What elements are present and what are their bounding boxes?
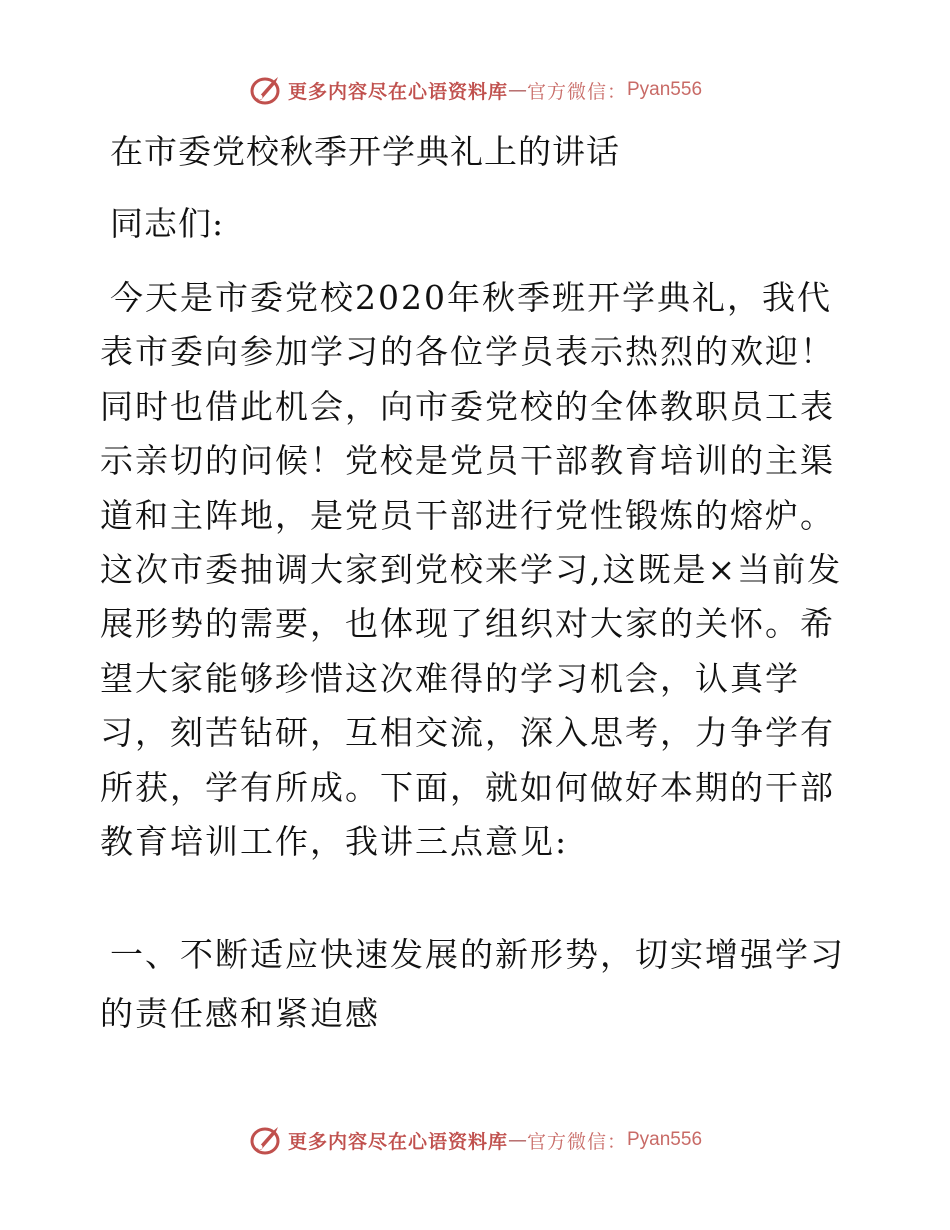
quill-logo-icon — [248, 73, 284, 107]
watermark-account-id: Pyan556 — [627, 1129, 703, 1150]
salutation: 同志们: — [110, 204, 225, 243]
quill-logo-icon — [248, 1123, 284, 1157]
watermark-main-text: 更多内容尽在心语资料库 — [287, 1130, 508, 1153]
body-paragraph: 今天是市委党校2020年秋季班开学典礼，我代表市委向参加学习的各位学员表示热烈的欢迎！同时也借此机会，向市委党校的全体教职员工表示亲切的问候！党校是党员干部教育培训的主渠道和主阵地，是党员干部进行党性锻炼的熔炉。这次市委抽调大家到党校来学习,这既是×当前发展形势的需要，也体现了组织对大家的关怀。希望大家能够珍惜这次难得的学习机会，认真学习，刻苦钻研，互相交流，深入思考，力争学有所获，学有所成。下面，就如何做好本期的干部教育培训工作，我讲三点意见: — [100, 278, 843, 862]
watermark-account-id: Pyan556 — [627, 79, 703, 100]
watermark-dash: — — [507, 79, 527, 101]
watermark-dash: — — [507, 1129, 527, 1151]
watermark-label: 官方微信： — [526, 1130, 627, 1153]
header-watermark — [0, 70, 950, 110]
watermark-label: 官方微信： — [526, 80, 627, 103]
watermark-main-text: 更多内容尽在心语资料库 — [287, 80, 508, 103]
section-heading: 一、不断适应快速发展的新形势，切实增强学习的责任感和紧迫感 — [100, 935, 845, 1033]
document-title: 在市委党校秋季开学典礼上的讲话 — [110, 132, 620, 171]
footer-watermark — [0, 1120, 950, 1160]
